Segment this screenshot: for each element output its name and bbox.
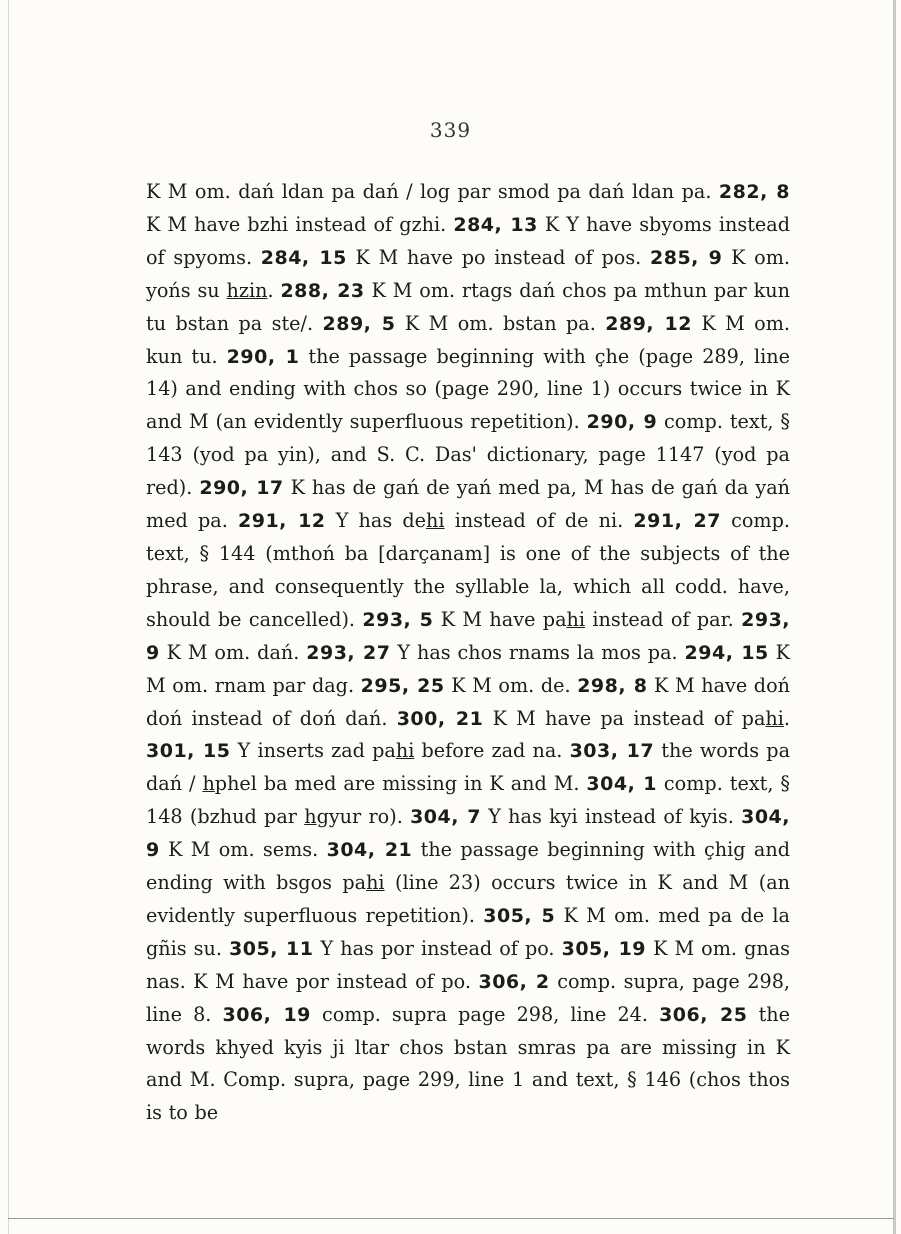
note-text: the words pa dań / <box>146 739 791 796</box>
note-reference: 301, 15 <box>146 740 231 763</box>
note-reference: 304, 21 <box>326 839 413 862</box>
note-reference: 295, 25 <box>360 674 445 697</box>
note-text: K M have pa instead of pa <box>483 706 766 730</box>
note-reference: 305, 11 <box>229 937 314 960</box>
note-text: the words khyed kyis ji ltar chos bstan smras pa are missing in K and M. Comp. supra, page 299, line 1 and text, § 146 (chos thos is to be <box>146 1002 790 1125</box>
note-text: K M om. kun tu. <box>146 311 790 368</box>
note-reference: 289, 12 <box>605 312 692 335</box>
underlined-term: hi <box>366 871 385 895</box>
note-reference: 304, 1 <box>586 773 657 796</box>
note-text: Y has por instead of po. <box>313 936 562 960</box>
note-reference: 289, 5 <box>322 312 396 335</box>
note-text: K M om. de. <box>444 673 578 697</box>
underlined-term: hi <box>426 509 445 533</box>
note-text: Y has de <box>325 509 427 533</box>
note-reference: 306, 2 <box>478 970 550 993</box>
note-text: K has de gań de yań med pa, M has de gań da yań med pa. <box>146 476 790 533</box>
note-text: comp. text, § 148 (bzhud par <box>146 772 790 829</box>
note-reference: 303, 17 <box>569 740 655 763</box>
note-reference: 293, 9 <box>146 608 791 664</box>
note-text: . <box>267 278 281 302</box>
page-edge-bottom <box>8 1218 894 1219</box>
note-reference: 306, 19 <box>222 1003 311 1026</box>
note-reference: 294, 15 <box>684 641 769 664</box>
note-text: (line 23) occurs twice in K and M (an evidently superfluous repetition). <box>146 871 790 927</box>
note-text: instead of de ni. <box>444 509 634 533</box>
note-text: K om. yońs su <box>146 245 790 302</box>
note-text: Y inserts zad pa <box>230 739 396 763</box>
notes-text <box>146 176 790 1130</box>
underlined-term: hi <box>566 607 586 631</box>
note-text: gyur ro). <box>316 805 411 829</box>
notes-paragraph <box>146 176 790 1130</box>
note-text: K M om. sems. <box>159 838 327 862</box>
note-text: K M om. dań ldan pa dań / log par smod pa dań ldan pa. <box>146 180 719 203</box>
note-text: comp. text, § 143 (yod pa yin), and S. C. Das' dictionary, page 1147 (yod pa red). <box>146 410 791 500</box>
note-reference: 304, 7 <box>410 806 481 829</box>
note-text: K M have po instead of pos. <box>346 245 651 269</box>
note-text: Y has kyi instead of kyis. <box>480 805 742 829</box>
note-text: K Y have sbyoms instead of spyoms. <box>146 212 790 269</box>
note-reference: 305, 19 <box>561 937 647 960</box>
note-reference: 288, 23 <box>280 279 365 302</box>
note-text: . <box>783 706 791 730</box>
note-text: comp. supra page 298, line 24. <box>310 1002 660 1026</box>
note-reference: 291, 12 <box>238 510 326 533</box>
note-text: comp. text, § 144 (mthoń ba [darçanam] is one of the subjects of the phrase, and consequently the syllable la, which all codd. have, should be cancelled). <box>146 509 790 631</box>
note-text: K M have bzhi instead of gzhi. <box>146 212 454 236</box>
note-reference: 298, 8 <box>577 674 648 697</box>
note-reference: 290, 17 <box>199 477 284 500</box>
note-text: K M have pa <box>433 607 567 631</box>
page-edge-left <box>8 0 9 1234</box>
note-text: instead of par. <box>585 607 742 631</box>
note-reference: 282, 8 <box>718 181 790 203</box>
note-text: before zad na. <box>414 739 570 763</box>
note-text: the passage beginning with çhe (page 289, line 14) and ending with chos so (page 290, line 1) occurs twice in K and M (an evidently superfluous repetition). <box>146 344 790 434</box>
underlined-term: hzin <box>226 278 268 302</box>
note-text: K M om. dań. <box>159 640 307 664</box>
underlined-term: hi <box>765 706 784 730</box>
note-reference: 293, 27 <box>306 641 391 664</box>
page-number: 339 <box>429 118 472 142</box>
note-text: the passage beginning with çhig and ending with bsgos pa <box>146 838 790 895</box>
note-text: K M om. bstan pa. <box>395 311 606 335</box>
note-reference: 293, 5 <box>362 608 434 631</box>
page-edge-right <box>893 0 896 1234</box>
underlined-term: h <box>202 772 215 796</box>
note-text: K M om. rnam par dag. <box>146 640 791 697</box>
underlined-term: h <box>304 805 317 829</box>
note-reference: 305, 5 <box>483 904 556 927</box>
note-reference: 284, 15 <box>260 246 347 269</box>
note-text: K M have doń doń instead of doń dań. <box>146 673 790 730</box>
note-reference: 290, 1 <box>226 345 300 368</box>
note-text: K M om. rtags dań chos pa mthun par kun tu bstan pa ste/. <box>146 278 791 335</box>
note-reference: 306, 25 <box>659 1003 748 1026</box>
note-reference: 300, 21 <box>396 707 484 730</box>
note-reference: 284, 13 <box>453 213 538 236</box>
underlined-term: hi <box>395 739 415 763</box>
note-reference: 290, 9 <box>586 411 658 434</box>
note-text: Y has chos rnams la mos pa. <box>390 640 685 664</box>
note-text: K M om. med pa de la gñis su. <box>146 903 790 960</box>
note-text: phel ba med are missing in K and M. <box>214 772 587 796</box>
note-reference: 304, 9 <box>146 806 790 862</box>
note-text: K M om. gnas nas. K M have por instead of po. <box>146 936 791 993</box>
note-reference: 291, 27 <box>633 510 721 533</box>
note-text: comp. supra, page 298, line 8. <box>146 969 790 1026</box>
note-reference: 285, 9 <box>650 246 723 269</box>
